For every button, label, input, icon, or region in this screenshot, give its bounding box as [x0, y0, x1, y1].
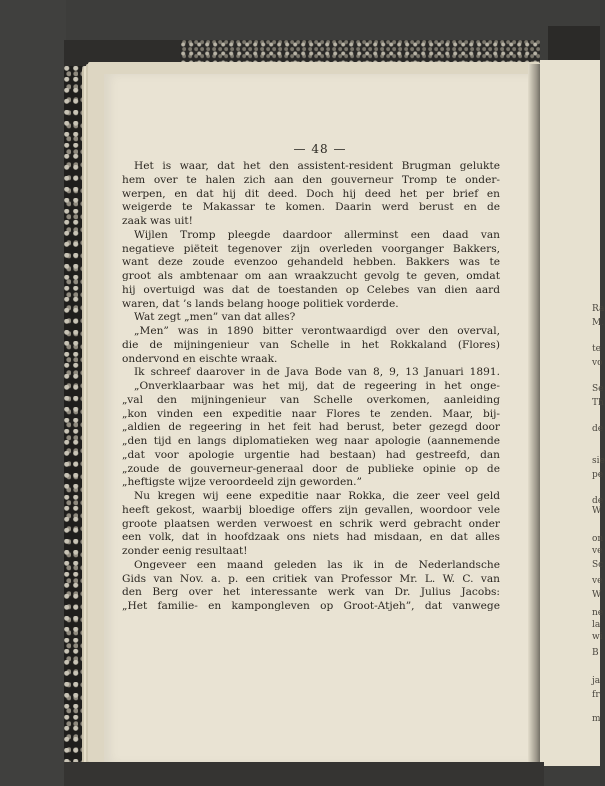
facing-page-fragment: ja	[592, 676, 601, 686]
facing-page-fragment: pe	[592, 470, 604, 480]
facing-page-fragment: ve	[592, 546, 603, 556]
text-line: Gids van Nov. a. p. een critiek van Professor Mr. L. W. C. van	[122, 572, 500, 585]
text-line: heeft gekost, waarbij bloedige offers zijn gevallen, woordoor vele	[122, 503, 500, 516]
text-line: hem over te halen zich aan den gouverneur Tromp te onder-	[122, 173, 500, 186]
text-line: weigerde te Makassar te komen. Daarin werd berust en de	[122, 201, 500, 214]
text-line: Ongeveer een maand geleden las ik in de Nederlandsche	[134, 558, 500, 571]
text-line: „Men” was in 1890 bitter verontwaardigd over den overval,	[134, 325, 500, 337]
facing-page-fragment: vo	[592, 358, 603, 368]
facing-page-fragment: Th	[592, 398, 604, 408]
facing-page-fragment: ne	[592, 608, 604, 618]
facing-page-fragment: Ra	[592, 304, 605, 314]
adjacent-book-cover	[548, 26, 600, 60]
facing-page	[540, 60, 603, 766]
facing-page-fragment: W	[592, 590, 602, 600]
text-line: want deze zoude evenzoo gehandeld hebben. Bakkers was te	[122, 256, 500, 269]
text-line: „kon vinden een expeditie naar Flores te zenden. Maar, bij-	[122, 407, 500, 420]
text-line: zonder eenig resultaat!	[122, 545, 248, 557]
facing-page-fragment: fr	[592, 690, 600, 700]
facing-page-fragment: M.	[592, 318, 605, 328]
text-line: „zoude de gouverneur-generaal door de publieke opinie op de	[122, 462, 500, 475]
text-line: „heftigste wijze veroordeeld zijn geworden.”	[122, 476, 362, 489]
text-line: den Berg over het interessante werk van Dr. Julius Jacobs:	[122, 586, 500, 599]
text-line: die de mijningenieur van Schelle in het Rokkaland (Flores)	[122, 338, 500, 351]
text-line: Wat zegt „men” van dat alles?	[134, 311, 296, 324]
facing-page-fragment: de	[592, 496, 604, 506]
text-line: negatieve piëteit tegenover zijn overleden voorganger Bakkers,	[122, 242, 500, 255]
facing-page-fragment: de	[592, 424, 604, 434]
text-line: hij overtuigd was dat de toestanden op Celebes van dien aard	[122, 283, 500, 296]
facing-page-fragment: on	[592, 534, 604, 544]
table-surface	[0, 0, 66, 786]
text-line: Wijlen Tromp pleegde daardoor allerminst een daad van	[134, 228, 500, 241]
marbled-edge-left	[64, 66, 86, 776]
text-line: „val den mijningenieur van Schelle overkomen, aanleiding	[122, 393, 500, 406]
text-line: groote plaatsen werden verwoest en schrik werd gebracht onder	[122, 517, 500, 530]
facing-page-fragment: m	[592, 714, 601, 724]
text-line: zaak was uit!	[122, 215, 193, 227]
facing-page-fragment: la	[592, 620, 601, 630]
text-line: waren, dat ’s lands belang hooge politiek vorderde.	[122, 297, 399, 310]
text-line: Ik schreef daarover in de Java Bode van 8, 9, 13 Januari 1891.	[134, 366, 500, 379]
text-line: ondervond en eischte wraak.	[122, 352, 278, 365]
text-line: „den tijd en langs diplomatieken weg naar apologie (aannemende	[122, 435, 500, 447]
text-line: „dat voor apologie urgentie had bestaan) had gestreefd, dan	[122, 448, 500, 461]
facing-page-fragment: te	[592, 344, 601, 354]
text-line: groot als ambtenaar om aan wraakzucht gevolg te geven, omdat	[122, 270, 500, 282]
facing-page-fragment: sie	[592, 456, 605, 466]
text-line: „Het familie- en kampongleven op Groot-Atjeh”, dat vanwege	[122, 600, 500, 612]
facing-page-fragment: ve	[592, 576, 603, 586]
facing-page-fragment: B	[592, 648, 599, 658]
text-line: een volk, dat in hoofdzaak ons niets had misdaan, en dat alles	[122, 531, 500, 544]
facing-page-fragment: Sc	[592, 560, 604, 570]
facing-page-fragment: Se	[592, 384, 604, 394]
marbled-edge-top	[180, 40, 540, 62]
bottom-shadow	[64, 762, 544, 786]
text-line: „Onverklaarbaar was het mij, dat de regeering in het onge-	[134, 380, 500, 392]
page-number: — 48 —	[293, 142, 347, 156]
text-line: Het is waar, dat het den assistent-resident Brugman gelukte	[134, 160, 500, 172]
facing-page-fragment: W	[592, 506, 602, 516]
text-line: Nu kregen wij eene expeditie naar Rokka, die zeer veel geld	[134, 490, 500, 502]
text-line: „aldien de regeering in het feit had berust, beter gezegd door	[122, 421, 500, 434]
facing-page-fragment: wi	[592, 632, 603, 642]
text-line: werpen, en dat hij dit deed. Doch hij deed het per brief en	[122, 187, 500, 200]
